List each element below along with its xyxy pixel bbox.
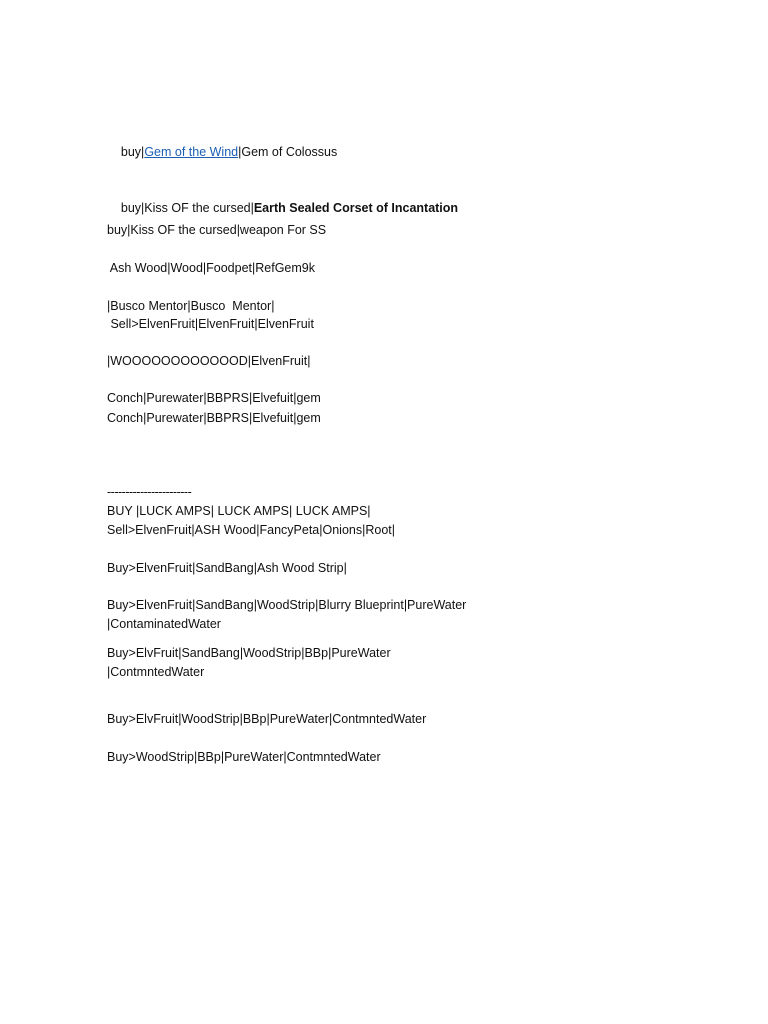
text-segment: buy| bbox=[120, 145, 145, 159]
gem-of-the-wind-link[interactable]: Gem of the Wind bbox=[144, 145, 239, 159]
text-line-14: Buy>ElvenFruit|SandBang|WoodStrip|Blurry Blueprint|PureWater bbox=[107, 598, 467, 612]
text-segment: |Gem of Colossus bbox=[238, 145, 338, 159]
bold-text-segment: Earth Sealed Corset of Incantation bbox=[253, 201, 459, 215]
text-line-6: Sell>ElvenFruit|ElvenFruit|ElvenFruit bbox=[107, 317, 314, 331]
text-line-1 bbox=[107, 130, 337, 175]
text-line-4: Ash Wood|Wood|Foodpet|RefGem9k bbox=[107, 261, 316, 275]
divider-dashes: ----------------------- bbox=[107, 485, 192, 499]
text-line-16: Buy>ElvFruit|SandBang|WoodStrip|BBp|PureWater bbox=[107, 646, 391, 660]
text-segment: buy|Kiss OF the cursed| bbox=[120, 201, 254, 215]
text-line-7: |WOOOOOOOOOOOOD|ElvenFruit| bbox=[107, 354, 311, 368]
text-line-15: |ContaminatedWater bbox=[107, 617, 221, 631]
text-line-18: Buy>ElvFruit|WoodStrip|BBp|PureWater|ContmntedWater bbox=[107, 712, 427, 726]
text-line-5: |Busco Mentor|Busco Mentor| bbox=[107, 299, 275, 313]
text-line-8: Conch|Purewater|BBPRS|Elvefuit|gem bbox=[107, 391, 321, 405]
text-line-12: Sell>ElvenFruit|ASH Wood|FancyPeta|Onions|Root| bbox=[107, 523, 396, 537]
text-line-11: BUY |LUCK AMPS| LUCK AMPS| LUCK AMPS| bbox=[107, 504, 371, 518]
text-line-19: Buy>WoodStrip|BBp|PureWater|ContmntedWater bbox=[107, 750, 381, 764]
text-line-3: buy|Kiss OF the cursed|weapon For SS bbox=[107, 223, 327, 237]
text-line-9: Conch|Purewater|BBPRS|Elvefuit|gem bbox=[107, 411, 321, 425]
text-line-17: |ContmntedWater bbox=[107, 665, 205, 679]
text-line-13: Buy>ElvenFruit|SandBang|Ash Wood Strip| bbox=[107, 561, 347, 575]
